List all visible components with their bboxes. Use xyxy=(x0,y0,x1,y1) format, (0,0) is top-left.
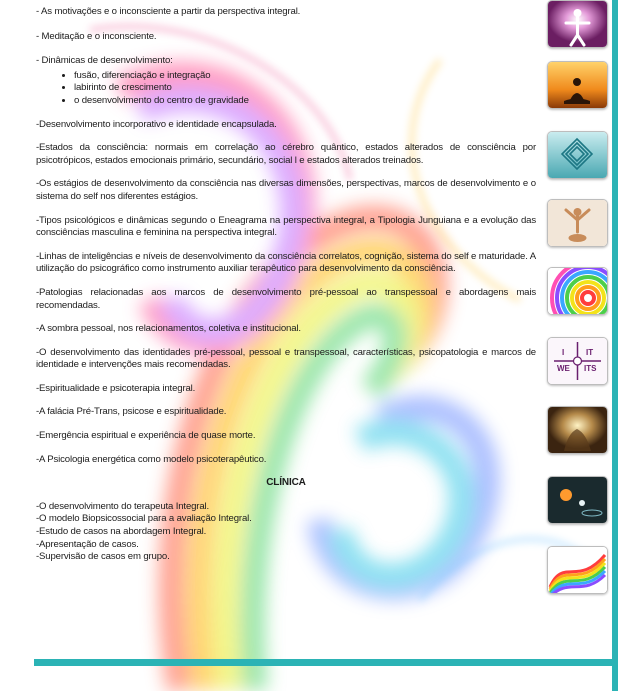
item-shadow: -A sombra pessoal, nos relacionamentos, coletiva e institucional. xyxy=(36,323,301,335)
item-motivations: - As motivações e o inconsciente a partir da perspectiva integral. xyxy=(36,6,301,17)
rainbow-spiral-image xyxy=(547,267,608,315)
bottom-accent-bar xyxy=(34,659,618,666)
quadrant-label-it: IT xyxy=(586,348,594,357)
spheres-image xyxy=(547,476,608,524)
meditation-silhouette-image xyxy=(547,61,608,109)
list-item: • o desenvolvimento do centro de gravidade xyxy=(74,95,536,108)
list-item: • fusão, diferenciação e integração xyxy=(74,70,536,83)
rainbow-wave-image xyxy=(547,546,608,594)
item-meditation: - Meditação e o inconsciente. xyxy=(36,30,157,42)
dynamics-list xyxy=(36,70,536,108)
list-item: -O desenvolvimento do terapeuta Integral. xyxy=(36,500,210,512)
item-emergency: -Emergência espiritual e experiência de quase morte. xyxy=(36,430,256,442)
list-item: -O modelo Biopsicossocial para a avaliação Integral. xyxy=(36,513,252,525)
clinic-list xyxy=(36,501,536,564)
quadrant-label-i: I xyxy=(562,348,565,357)
right-accent-bar xyxy=(612,0,618,691)
item-incorporative: -Desenvolvimento incorporativo e identidade encapsulada. xyxy=(36,118,277,130)
section-title: CLÍNICA xyxy=(266,477,306,489)
item-identities: -O desenvolvimento das identidades pré-pessoal, pessoal e transpessoal, características, psicopatologia e marcos de identidade e intervenções mais recomendadas. xyxy=(36,346,536,371)
list-item: -Supervisão de casos em grupo. xyxy=(36,551,170,563)
course-content xyxy=(36,6,536,564)
hands-light-image xyxy=(547,406,608,454)
item-stages: -Os estágios de desenvolvimento da consciência nas diversas dimensões, perspectivas, marcos de desenvolvimento e o sistema do self nos diferentes estágios. xyxy=(36,178,536,202)
item-energy-psychology: -A Psicologia energética como modelo psicoterapêutico. xyxy=(36,453,267,465)
list-item: -Estudo de casos na abordagem Integral. xyxy=(36,526,207,538)
item-lines: -Linhas de inteligências e níveis de desenvolvimento da consciência correlatos, cognição, sistema do self e maturidade. A utilização do psicográfico como instrumento auxiliar terapêutico para desenvolvimento da consciência. xyxy=(36,250,536,275)
item-types: -Tipos psicológicos e dinâmicas segundo o Eneagrama na perspectiva integral, a Tipologia Junguiana e a evolução das consciências masculina e feminina na perspectiva integral. xyxy=(36,214,536,239)
glowing-figure-image xyxy=(547,0,608,48)
yoga-pose-image xyxy=(547,199,608,247)
list-item: -Apresentação de casos. xyxy=(36,538,139,550)
quadrant-label-its: ITS xyxy=(584,364,597,373)
item-states: -Estados da consciência: normais em correlação ao cérebro quântico, estados alterados de consciência por psicotrópicos, estados emocionais primário, secundário, social l e estados alterados treinados. xyxy=(36,142,536,166)
water-ripple-image xyxy=(547,131,608,179)
list-item: • labirinto de crescimento xyxy=(74,82,536,95)
item-dynamics: - Dinâmicas de desenvolvimento: xyxy=(36,55,173,67)
item-pre-trans: -A falácia Pré-Trans, psicose e espiritualidade. xyxy=(36,406,227,418)
item-spirituality: -Espiritualidade e psicoterapia integral. xyxy=(36,382,196,394)
quadrant-diagram-image xyxy=(547,337,608,385)
item-pathologies: -Patologias relacionadas aos marcos de desenvolvimento pré-pessoal ao transpessoal e abordagens mais recomendadas. xyxy=(36,286,536,311)
quadrant-label-we: WE xyxy=(557,364,570,373)
